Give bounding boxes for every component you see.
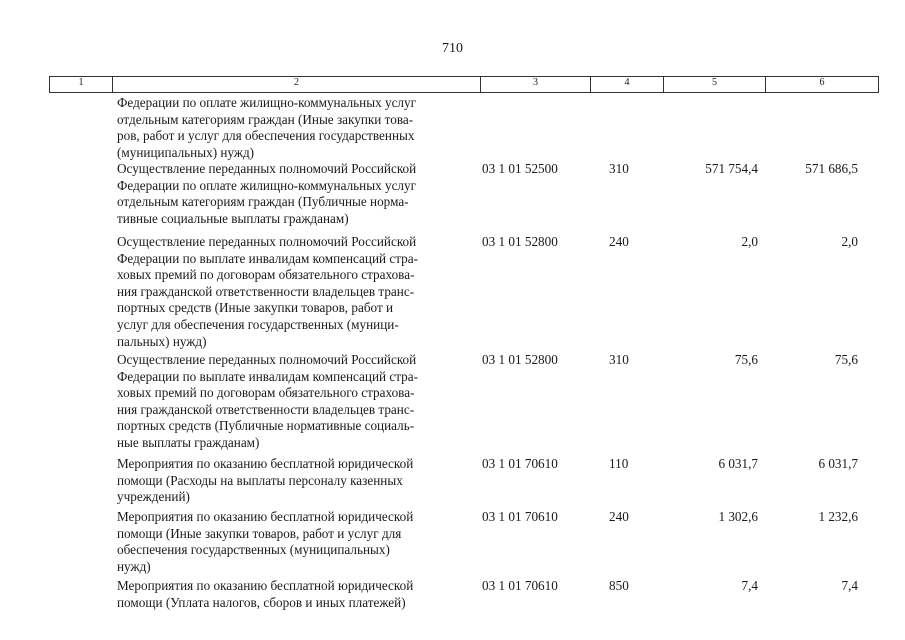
row-type: 240 [609,509,629,524]
description-line: Федерации по оплате жилищно-коммунальных услуг [117,95,417,110]
description-line: помощи (Расходы на выплаты персоналу казенных [117,472,403,488]
row-value-col6: 2,0 [841,234,858,249]
row-code: 03 1 01 52800 [482,234,558,249]
row-description [117,95,473,161]
row-description [117,234,473,350]
description-line: услуг для обеспечения государственных (муници- [117,316,399,332]
description-line: (муниципальных) нужд) [117,144,255,160]
row-type: 240 [609,234,629,249]
row-value-col6: 75,6 [834,352,858,367]
description-line: Федерации по выплате инвалидам компенсаций стра- [117,368,418,384]
description-line: отдельным категориям граждан (Иные закупки това- [117,111,414,127]
description-line: портных средств (Публичные нормативные социаль- [117,418,415,434]
row-type: 110 [609,456,629,471]
row-type: 310 [609,352,629,367]
row-code: 03 1 01 52500 [482,161,558,176]
row-value-col6: 1 232,6 [818,509,858,524]
row-description [117,352,473,452]
row-value-col5: 1 302,6 [718,509,758,524]
description-line: тивные социальные выплаты гражданам) [117,210,349,226]
description-line: ховых премий по договорам обязательного страхова- [117,385,415,401]
row-value-col6: 7,4 [841,578,858,593]
description-line: ния гражданской ответственности владельцев транс- [117,283,415,299]
row-code: 03 1 01 52800 [482,352,558,367]
row-type: 850 [609,578,629,593]
description-line: нужд) [117,558,151,574]
description-line: Федерации по оплате жилищно-коммунальных услуг [117,177,417,193]
header-col-2: 2 [112,77,480,92]
row-value-col6: 571 686,5 [805,161,858,176]
description-line: Мероприятия по оказанию бесплатной юридической [117,456,414,471]
row-value-col5: 571 754,4 [705,161,758,176]
row-description [117,509,473,575]
header-col-6: 6 [765,77,878,92]
row-value-col5: 75,6 [734,352,758,367]
description-line: помощи (Уплата налогов, сборов и иных платежей) [117,594,406,610]
description-line: ные выплаты гражданам) [117,434,260,450]
header-col-3: 3 [480,77,590,92]
row-description [117,456,473,506]
description-line: учреждений) [117,489,190,505]
header-col-1: 1 [78,77,84,88]
row-value-col6: 6 031,7 [818,456,858,471]
row-code: 03 1 01 70610 [482,578,558,593]
header-col-5: 5 [663,77,765,92]
header-col-4: 4 [590,77,663,92]
description-line: ния гражданской ответственности владельцев транс- [117,401,415,417]
description-line: ров, работ и услуг для обеспечения государственных [117,128,415,144]
row-description [117,578,473,611]
row-type: 310 [609,161,629,176]
description-line: Мероприятия по оказанию бесплатной юридической [117,509,414,524]
description-line: Осуществление переданных полномочий Российской [117,352,417,367]
description-line: портных средств (Иные закупки товаров, работ и [117,300,394,316]
description-line: отдельным категориям граждан (Публичные норма- [117,194,409,210]
row-description [117,161,473,227]
row-value-col5: 6 031,7 [718,456,758,471]
description-line: Мероприятия по оказанию бесплатной юридической [117,578,414,593]
row-code: 03 1 01 70610 [482,509,558,524]
row-code: 03 1 01 70610 [482,456,558,471]
description-line: ховых премий по договорам обязательного страхова- [117,267,415,283]
description-line: Осуществление переданных полномочий Российской [117,234,417,249]
page-number: 710 [442,41,463,56]
description-line: Федерации по выплате инвалидам компенсаций стра- [117,250,418,266]
row-value-col5: 2,0 [741,234,758,249]
description-line: помощи (Иные закупки товаров, работ и услуг для [117,525,402,541]
description-line: пальных) нужд) [117,333,207,349]
description-line: Осуществление переданных полномочий Российской [117,161,417,176]
row-value-col5: 7,4 [741,578,758,593]
description-line: обеспечения государственных (муниципальных) [117,542,390,558]
